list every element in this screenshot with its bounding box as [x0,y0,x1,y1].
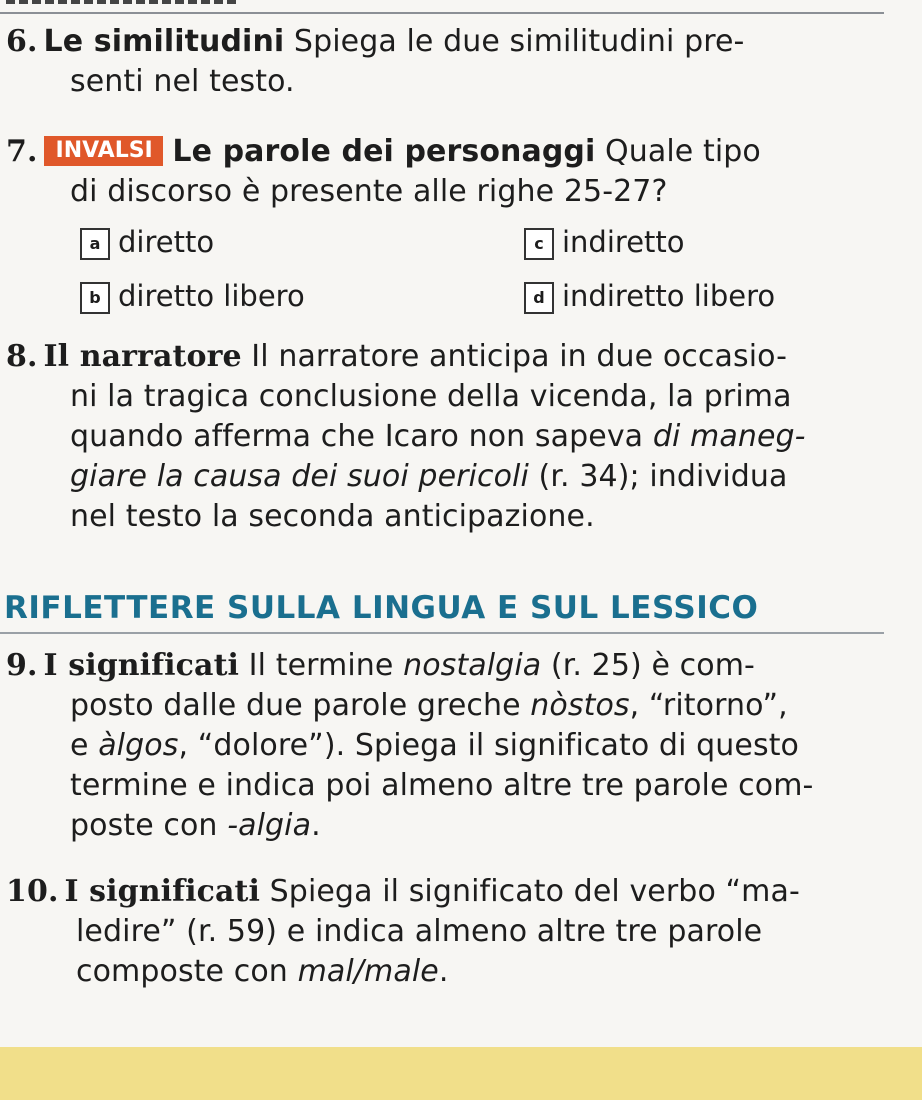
option-a[interactable] [80,224,214,260]
question-text: ledire” (r. 59) e indica almeno altre tre parole [76,914,763,949]
option-box[interactable]: d [524,282,554,314]
question-text: ni la tragica conclusione della vicenda, la prima [70,379,792,414]
top-divider [0,12,884,14]
option-d[interactable] [524,278,775,314]
cut-off-text [6,0,236,4]
term-text: mal/male [297,954,439,989]
section-divider [0,632,884,634]
question-9 [6,646,886,846]
option-b[interactable] [80,278,305,314]
question-title: I significati [43,648,240,683]
question-text: posto dalle due parole greche [70,688,531,723]
question-text: , “ritorno”, [629,688,788,723]
question-text: Spiega il significato del verbo “ma- [260,874,800,909]
option-label: indiretto [562,225,685,259]
question-title: Il narratore [43,339,242,374]
question-text: quando afferma che Icaro non sapeva [70,419,653,454]
question-text: poste con [70,808,228,843]
invalsi-badge: INVALSI [44,136,163,166]
question-text: e [70,728,99,763]
option-label: diretto libero [118,279,305,313]
question-number: 8. [6,339,38,374]
section-heading: RIFLETTERE SULLA LINGUA E SUL LESSICO [4,590,759,626]
question-6 [6,22,886,102]
bottom-color-band [0,1047,922,1100]
term-text: nòstos [530,688,630,723]
term-text: àlgos [98,728,179,763]
question-text: . [438,954,449,989]
question-number: 10. [6,874,59,909]
option-label: diretto [118,225,215,259]
question-7 [6,132,886,212]
term-text: -algia [227,808,312,843]
question-text: senti nel testo. [70,64,295,99]
question-text: Il narratore anticipa in due occasio- [241,339,788,374]
question-text: Spiega le due similitudini pre- [284,24,745,59]
quote-text: giare la causa dei suoi pericoli [70,459,529,494]
question-title: Le similitudini [43,24,285,59]
question-text: Il termine [239,648,404,683]
option-box[interactable]: c [524,228,554,260]
question-8 [6,337,886,537]
question-title: I significati [64,874,261,909]
option-c[interactable] [524,224,685,260]
question-title: Le parole dei personaggi [172,134,596,169]
term-text: nostalgia [403,648,542,683]
question-number: 9. [6,648,38,683]
question-text: di discorso è presente alle righe 25-27? [70,174,668,209]
question-text: nel testo la seconda anticipazione. [70,499,595,534]
option-label: indiretto libero [562,279,776,313]
question-text: composte con [76,954,298,989]
question-number: 6. [6,24,38,59]
question-text: . [311,808,321,843]
option-box[interactable]: a [80,228,110,260]
quote-text: di maneg- [652,419,806,454]
question-text: , “dolore”). Spiega il significato di questo [178,728,800,763]
question-text: Quale tipo [595,134,761,169]
question-text: (r. 25) è com- [541,648,755,683]
question-text: (r. 34); individua [528,459,788,494]
option-box[interactable]: b [80,282,110,314]
question-10 [6,872,886,992]
question-text: termine e indica poi almeno altre tre parole com- [70,768,814,803]
question-number: 7. [6,134,38,169]
